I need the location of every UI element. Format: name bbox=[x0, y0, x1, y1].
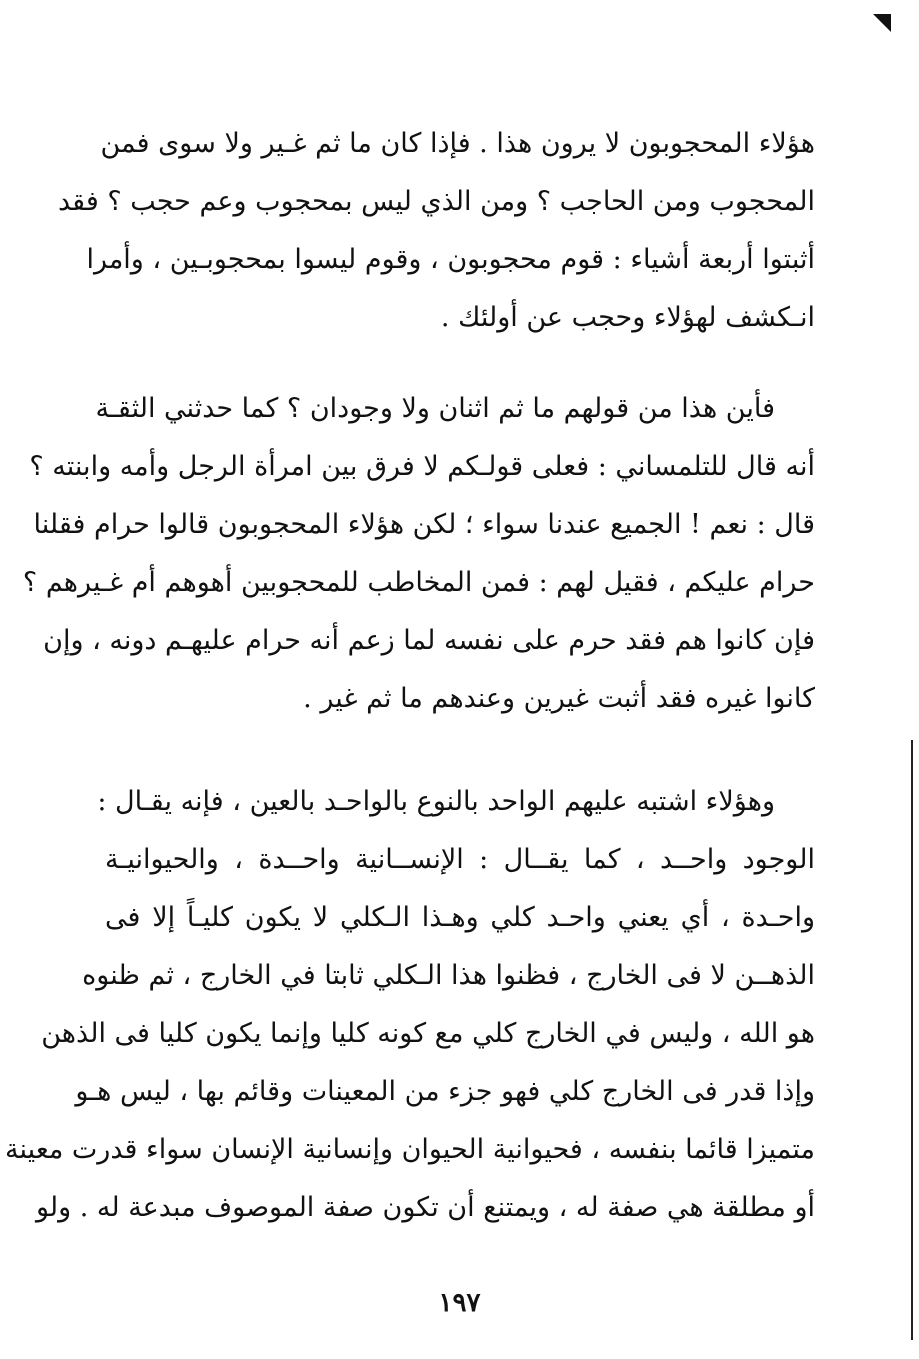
text-line: أثبتوا أربعة أشياء : قوم محجوبون ، وقوم ليسوا بمحجوبـين ، وأمرا bbox=[86, 244, 815, 275]
text-line: أو مطلقة هي صفة له ، ويمتنع أن تكون صفة الموصوف مبدعة له . ولو bbox=[35, 1192, 815, 1223]
text-line: واحـدة ، أي يعني واحـد كلي وهـذا الـكلي لا يكون كليـاً إلا فى bbox=[105, 902, 815, 933]
text-line: وهؤلاء اشتبه عليهم الواحد بالنوع بالواحـد بالعين ، فإنه يقـال : bbox=[97, 786, 775, 817]
paragraph-1 bbox=[58, 115, 815, 347]
text-line: حرام عليكم ، فقيل لهم : فمن المخاطب للمحجوبين أهوهم أم غـيرهم ؟ bbox=[22, 567, 815, 598]
text-line: فأين هذا من قولهم ما ثم اثنان ولا وجودان ؟ كما حدثني الثقـة bbox=[95, 393, 775, 424]
paragraph-3 bbox=[5, 773, 815, 1237]
text-line: انـكشف لهؤلاء وحجب عن أولئك . bbox=[440, 302, 815, 333]
text-line: كانوا غيره فقد أثبت غيرين وعندهم ما ثم غير . bbox=[303, 683, 815, 714]
text-line: فإن كانوا هم فقد حرم على نفسه لما زعم أنه حرام عليهـم دونه ، وإن bbox=[43, 625, 815, 656]
text-line: الوجود واحــد ، كما يقــال : الإنســانية واحــدة ، والحيوانيـة bbox=[105, 844, 815, 875]
text-line: متميزا قائما بنفسه ، فحيوانية الحيوان وإنسانية الإنسان سواء قدرت معينة bbox=[5, 1134, 815, 1165]
text-line: أنه قال للتلمساني : فعلى قولـكم لا فرق بين امرأة الرجل وأمه وابنته ؟ bbox=[29, 451, 815, 482]
page-edge-line bbox=[911, 740, 913, 1340]
text-line: هؤلاء المحجوبون لا يرون هذا . فإذا كان ما ثم غـير ولا سوى فمن bbox=[100, 128, 815, 159]
text-line: قال : نعم ! الجميع عندنا سواء ؛ لكن هؤلاء المحجوبون قالوا حرام فقلنا bbox=[33, 509, 815, 540]
paragraph-2 bbox=[22, 380, 815, 728]
text-line: وإذا قدر فى الخارج كلي فهو جزء من المعينات وقائم بها ، ليس هـو bbox=[75, 1076, 815, 1107]
text-line: الذهــن لا فى الخارج ، فظنوا هذا الـكلي ثابتا في الخارج ، ثم ظنوه bbox=[82, 960, 815, 991]
text-line: المحجوب ومن الحاجب ؟ ومن الذي ليس بمحجوب وعم حجب ؟ فقد bbox=[58, 186, 815, 217]
page-number: ١٩٧ bbox=[438, 1288, 481, 1318]
text-line: هو الله ، وليس في الخارج كلي مع كونه كليا وإنما يكون كليا فى الذهن bbox=[41, 1018, 815, 1049]
page-corner-mark bbox=[873, 14, 891, 32]
